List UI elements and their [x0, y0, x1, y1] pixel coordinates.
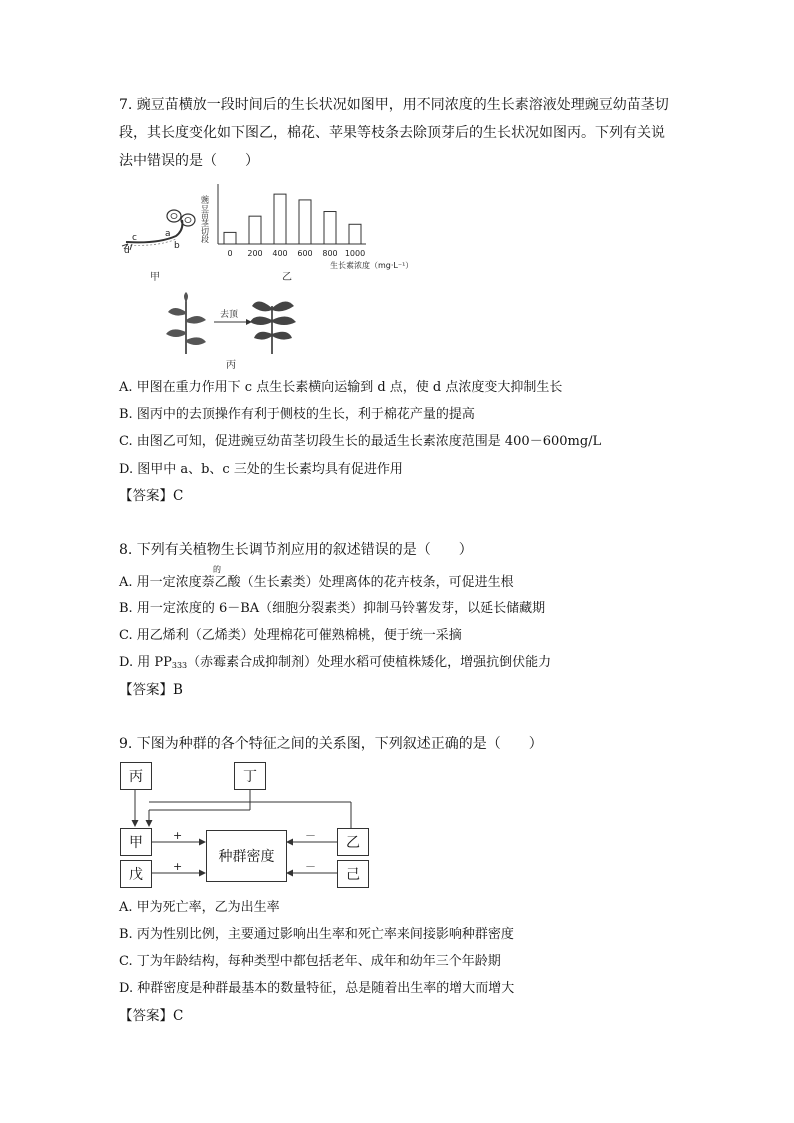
q8-option-d-subscript: 333	[171, 661, 188, 670]
box-yi: 乙	[337, 828, 369, 856]
jia-point-d: d	[124, 246, 130, 256]
tick-label-400: 400	[272, 249, 288, 258]
q9-answer	[119, 1006, 183, 1026]
chart-xlabel: 生长素浓度（mg·L⁻¹）	[330, 261, 414, 270]
q8-option-d-rest: （赤霉素合成抑制剂）处理水稻可使植株矮化，增强抗倒伏能力	[187, 655, 552, 670]
q7-option-b: B. 图丙中的去顶操作有利于侧枝的生长，利于棉花产量的提高	[119, 407, 475, 422]
sign-wu: +	[173, 860, 183, 873]
bing-label: 丙	[226, 360, 236, 371]
q9-answer-label: 【答案】	[119, 1008, 173, 1024]
q9-stem: 9. 下图为种群的各个特征之间的关系图，下列叙述正确的是（ ）	[119, 736, 543, 752]
bar-1000	[349, 224, 361, 244]
jia-label: 甲	[150, 272, 160, 283]
box-jia: 甲	[120, 828, 152, 856]
bar-800	[324, 212, 336, 244]
q8-option-c: C. 用乙烯利（乙烯类）处理棉花可催熟棉桃，便于统一采摘	[119, 628, 462, 643]
sign-yi: －	[305, 829, 316, 842]
tick-label-1000: 1000	[344, 249, 366, 258]
q8-answer	[119, 680, 183, 700]
bar-200	[249, 216, 261, 244]
q8-stem: 8. 下列有关植物生长调节剂应用的叙述错误的是（ ）	[119, 542, 473, 558]
jia-point-c: c	[132, 233, 137, 243]
bing-arrow-label: 去顶	[220, 310, 239, 320]
sign-ji: －	[305, 860, 316, 873]
q9-option-c: C. 丁为年龄结构，每种类型中都包括老年、成年和幼年三个年龄期	[119, 954, 501, 969]
jia-point-a: a	[165, 229, 171, 239]
q7-option-a: A. 甲图在重力作用下 c 点生长素横向运输到 d 点，使 d 点浓度变大抑制生长	[119, 380, 563, 395]
box-wu: 戊	[120, 860, 152, 888]
q9-answer-value: C	[173, 1008, 184, 1024]
box-bing: 丙	[120, 762, 152, 790]
tick-label-200: 200	[247, 249, 263, 258]
bar-600	[299, 200, 311, 244]
figure-yi-bar-chart	[196, 180, 414, 283]
sign-jia: +	[173, 829, 183, 842]
jia-point-b: b	[174, 241, 180, 251]
q7-answer-value: C	[173, 488, 184, 504]
box-ji: 己	[337, 860, 369, 888]
q9-option-a: A. 甲为死亡率，乙为出生率	[119, 900, 280, 915]
box-ding: 丁	[234, 762, 266, 790]
tick-label-600: 600	[297, 249, 313, 258]
q8-option-a: A. 用一定浓度萘乙酸（生长素类）处理离体的花卉枝条，可促进生根	[119, 575, 514, 590]
q7-stem-line-1: 7. 豌豆苗横放一段时间后的生长状况如图甲，用不同浓度的生长素溶液处理豌豆幼苗茎切	[119, 97, 669, 113]
q8-option-d	[119, 653, 551, 676]
q8-answer-label: 【答案】	[119, 682, 173, 698]
q7-option-c: C. 由图乙可知，促进豌豆幼苗茎切段生长的最适生长素浓度范围是 400－600mg/L	[119, 434, 602, 449]
q7-stem-line-2: 段，其长度变化如下图乙，棉花、苹果等枝条去除顶芽后的生长状况如图丙。下列有关说	[119, 125, 665, 141]
box-population-density: 种群密度	[206, 830, 287, 882]
tick-label-0: 0	[227, 249, 233, 258]
q8-answer-value: B	[173, 682, 183, 698]
q8-ruby-note: 的	[213, 565, 221, 574]
q7-stem-line-3: 法中错误的是（ ）	[119, 153, 259, 169]
bar-400	[274, 194, 286, 244]
q8-option-b: B. 用一定浓度的 6－BA（细胞分裂素类）抑制马铃薯发芽，以延长储藏期	[119, 601, 546, 616]
q7-answer-label: 【答案】	[119, 488, 173, 504]
chart-ylabel: 豌豆苗茎切段	[200, 195, 210, 243]
q7-option-d: D. 图甲中 a、b、c 三处的生长素均具有促进作用	[119, 462, 403, 477]
tick-label-800: 800	[322, 249, 338, 258]
q7-answer	[119, 486, 183, 506]
q9-option-d: D. 种群密度是种群最基本的数量特征，总是随着出生率的增大而增大	[119, 981, 515, 996]
bar-0	[224, 232, 236, 244]
figure-bing-topping	[160, 292, 310, 372]
q9-option-b: B. 丙为性别比例，主要通过影响出生率和死亡率来间接影响种群密度	[119, 927, 514, 942]
q8-option-d-prefix: D. 用 PP	[119, 655, 172, 670]
chart-title: 乙	[282, 272, 292, 283]
